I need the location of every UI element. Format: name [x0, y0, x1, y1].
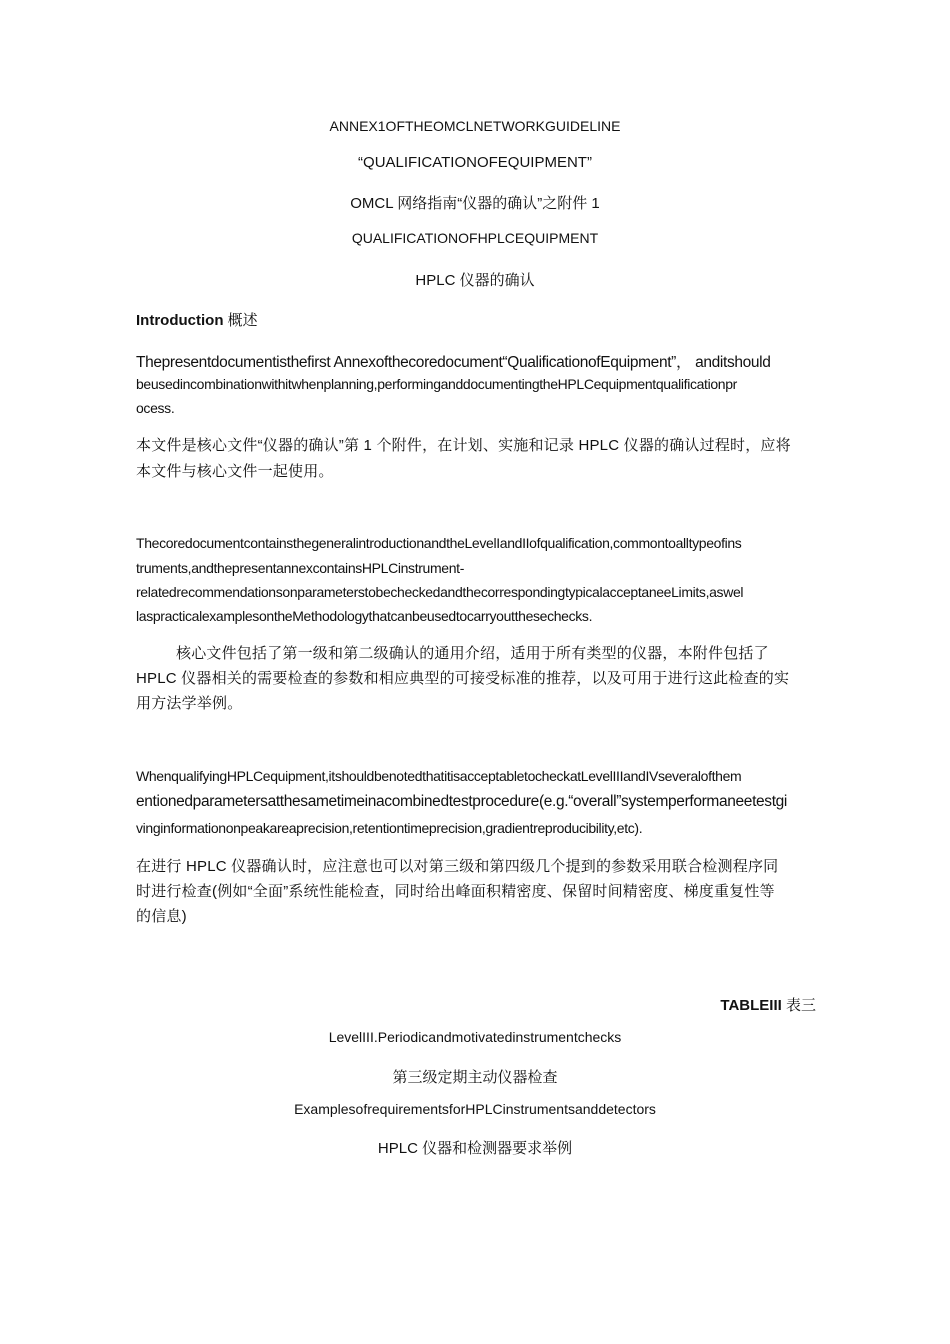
- chinese-title: OMCL 网络指南“仪器的确认”之附件 1: [350, 195, 600, 212]
- introduction-heading: [136, 309, 258, 330]
- p2-en-line: ThecoredocumentcontainsthegeneralintroductionandtheLevelIandIIofqualification,commontoalltypeofins: [136, 535, 742, 551]
- p2-zh-line: HPLC 仪器相关的需要检查的参数和相应典型的可接受标准的推荐，以及可用于进行这此检查的实: [136, 670, 790, 687]
- table-label-en: TABLEIII: [720, 997, 782, 1014]
- table-label-zh: 表三: [785, 997, 816, 1014]
- level-caption-en: LevelIII.Periodicandmotivatedinstrumentchecks: [328, 1029, 622, 1045]
- examples-caption-en: ExamplesofrequirementsforHPLCinstrumentsanddetectors: [294, 1101, 656, 1117]
- p1-zh-line: 本文件是核心文件“仪器的确认”第 1 个附件，在计划、实施和记录 HPLC 仪器的确认过程时，应将: [136, 437, 791, 454]
- examples-caption-zh: HPLC 仪器和检测器要求举例: [377, 1140, 573, 1157]
- hplc-title-en: QUALIFICATIONOFHPLCEQUIPMENT: [351, 230, 599, 246]
- level-caption-zh: 第三级定期主动仪器检查: [392, 1069, 558, 1086]
- annex-title: ANNEX1OFTHEOMCLNETWORKGUIDELINE: [329, 118, 621, 134]
- p2-en-line: truments,andthepresentannexcontainsHPLCinstrument-: [136, 560, 465, 576]
- p2-en-line: laspracticalexamplesontheMethodologythatcanbeusedtocarryoutthesechecks.: [136, 608, 593, 624]
- p1-en-line: beusedincombinationwithitwhenplanning,performinganddocumentingtheHPLCequipmentqualificationpr: [136, 376, 737, 392]
- hplc-title-zh: HPLC 仪器的确认: [415, 272, 535, 289]
- p1-en-line: Thepresentdocumentisthefirst Annexofthecoredocument“QualificationofEquipment”， anditshould: [136, 354, 771, 371]
- qualification-title: “QUALIFICATIONOFEQUIPMENT”: [358, 154, 592, 171]
- introduction-heading-en: Introduction: [136, 312, 224, 329]
- p2-zh-line: 用方法学举例。: [136, 695, 243, 712]
- p3-en-line: WhenqualifyingHPLCequipment,itshouldbenotedthatitisacceptabletocheckatLevelIIIandIVseveralofthem: [136, 768, 742, 784]
- p2-en-line: relatedrecommendationsonparameterstobecheckedandthecorrespondingtypicalacceptaneeLimits,aswel: [136, 584, 744, 600]
- p2-zh-line: 核心文件包括了第一级和第二级确认的通用介绍，适用于所有类型的仪器，本附件包括了: [176, 645, 769, 662]
- p1-en-line: ocess.: [136, 400, 175, 416]
- p3-zh-line: 在进行 HPLC 仪器确认时，应注意也可以对第三级和第四级几个提到的参数采用联合检测程序同: [136, 858, 779, 875]
- table-label: [720, 994, 816, 1015]
- p3-zh-line: 的信息): [136, 908, 187, 925]
- p3-zh-line: 时进行检查(例如“全面”系统性能检查，同时给出峰面积精密度、保留时间精密度、梯度重复性等: [136, 883, 775, 900]
- p3-en-line: vinginformationonpeakareaprecision,retentiontimeprecision,gradientreproducibility,etc).: [136, 820, 643, 836]
- p3-en-line: entionedparametersatthesametimeinacombinedtestprocedure(e.g.“overall”systemperformaneetestgi: [136, 793, 788, 810]
- p1-zh-line: 本文件与核心文件一起使用。: [136, 463, 334, 480]
- introduction-heading-zh: 概述: [227, 312, 258, 329]
